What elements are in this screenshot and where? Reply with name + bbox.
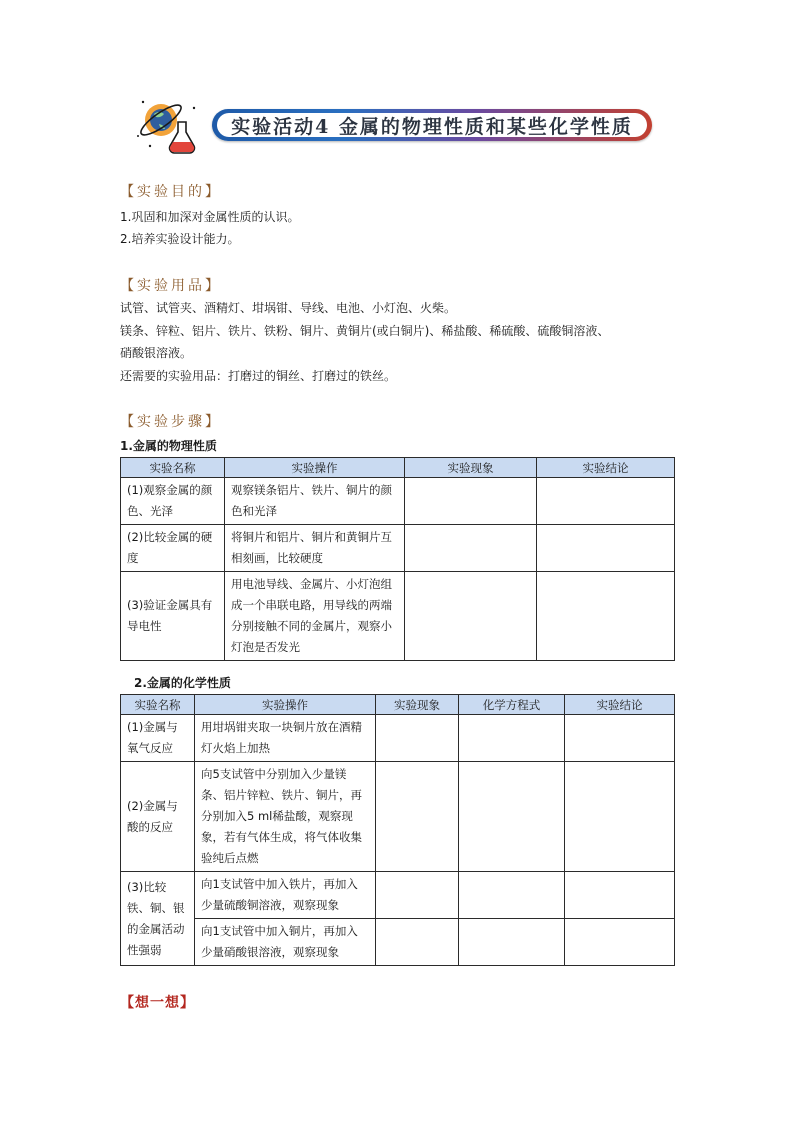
- experiment-conclusion: [565, 919, 675, 966]
- experiment-conclusion: [537, 478, 675, 525]
- experiment-phenomenon: [376, 919, 459, 966]
- materials-line: 硝酸银溶液。: [120, 346, 193, 360]
- physical-subtitle: 1.金属的物理性质: [120, 439, 217, 453]
- column-header: 实验名称: [121, 458, 225, 478]
- steps-heading: 【实验步骤】: [120, 414, 222, 430]
- experiment-name: (2)比较金属的硬度: [121, 525, 225, 572]
- experiment-phenomenon: [405, 572, 537, 661]
- experiment-conclusion: [565, 872, 675, 919]
- experiment-operation: 将铜片和铝片、铜片和黄铜片互相刻画，比较硬度: [225, 525, 405, 572]
- materials-line: 镁条、锌粒、铝片、铁片、铁粉、铜片、黄铜片(或白铜片)、稀盐酸、稀硫酸、硫酸铜溶液、: [120, 324, 610, 338]
- physical-properties-table: [120, 457, 675, 661]
- table-header-row: [121, 458, 675, 478]
- materials-heading: 【实验用品】: [120, 278, 222, 294]
- chemical-subtitle: 2.金属的化学性质: [134, 676, 231, 690]
- experiment-name: (1)金属与氧气反应: [121, 715, 195, 762]
- table-row: [121, 872, 675, 919]
- column-header: 实验结论: [537, 458, 675, 478]
- experiment-name: (3)比较铁、铜、银的金属活动性强弱: [121, 872, 195, 966]
- table-row: [121, 478, 675, 525]
- chemical-equation: [459, 715, 565, 762]
- column-header: 实验操作: [225, 458, 405, 478]
- purpose-line: 1.巩固和加深对金属性质的认识。: [120, 210, 300, 224]
- table-header-row: [121, 695, 675, 715]
- experiment-operation: 用坩埚钳夹取一块铜片放在酒精灯火焰上加热: [195, 715, 376, 762]
- column-header: 实验现象: [405, 458, 537, 478]
- table-row: [121, 525, 675, 572]
- chemical-equation: [459, 762, 565, 872]
- think-heading: 【想一想】: [120, 995, 195, 1011]
- experiment-phenomenon: [376, 715, 459, 762]
- experiment-phenomenon: [405, 478, 537, 525]
- page-title: 实验活动4 金属的物理性质和某些化学性质: [217, 113, 647, 137]
- experiment-operation: 向1支试管中加入铜片，再加入少量硝酸银溶液，观察现象: [195, 919, 376, 966]
- column-header: 实验现象: [376, 695, 459, 715]
- chemical-equation: [459, 872, 565, 919]
- column-header: 实验结论: [565, 695, 675, 715]
- experiment-conclusion: [565, 762, 675, 872]
- purpose-line: 2.培养实验设计能力。: [120, 232, 240, 246]
- title-banner: [212, 109, 652, 141]
- experiment-name: (2)金属与酸的反应: [121, 762, 195, 872]
- chemical-equation: [459, 919, 565, 966]
- experiment-conclusion: [537, 525, 675, 572]
- table-row: [121, 715, 675, 762]
- science-logo-icon: [134, 96, 204, 158]
- experiment-operation: 向1支试管中加入铁片，再加入少量硫酸铜溶液，观察现象: [195, 872, 376, 919]
- experiment-conclusion: [537, 572, 675, 661]
- column-header: 实验名称: [121, 695, 195, 715]
- column-header: 实验操作: [195, 695, 376, 715]
- experiment-name: (3)验证金属具有导电性: [121, 572, 225, 661]
- experiment-name: (1)观察金属的颜色、光泽: [121, 478, 225, 525]
- column-header: 化学方程式: [459, 695, 565, 715]
- materials-line: 还需要的实验用品：打磨过的铜丝、打磨过的铁丝。: [120, 369, 397, 383]
- table-row: [121, 762, 675, 872]
- experiment-phenomenon: [405, 525, 537, 572]
- purpose-heading: 【实验目的】: [120, 184, 222, 200]
- experiment-conclusion: [565, 715, 675, 762]
- experiment-phenomenon: [376, 762, 459, 872]
- table-row: [121, 572, 675, 661]
- chemical-properties-table: [120, 694, 675, 966]
- experiment-operation: 用电池导线、金属片、小灯泡组成一个串联电路，用导线的两端分别接触不同的金属片，观察小灯泡是否发光: [225, 572, 405, 661]
- experiment-operation: 观察镁条铝片、铁片、铜片的颜色和光泽: [225, 478, 405, 525]
- materials-line: 试管、试管夹、酒精灯、坩埚钳、导线、电池、小灯泡、火柴。: [120, 301, 457, 315]
- table-row: [121, 919, 675, 966]
- experiment-phenomenon: [376, 872, 459, 919]
- experiment-operation: 向5支试管中分别加入少量镁条、铝片锌粒、铁片、铜片，再分别加入5 ml稀盐酸，观察现象，若有气体生成，将气体收集验纯后点燃: [195, 762, 376, 872]
